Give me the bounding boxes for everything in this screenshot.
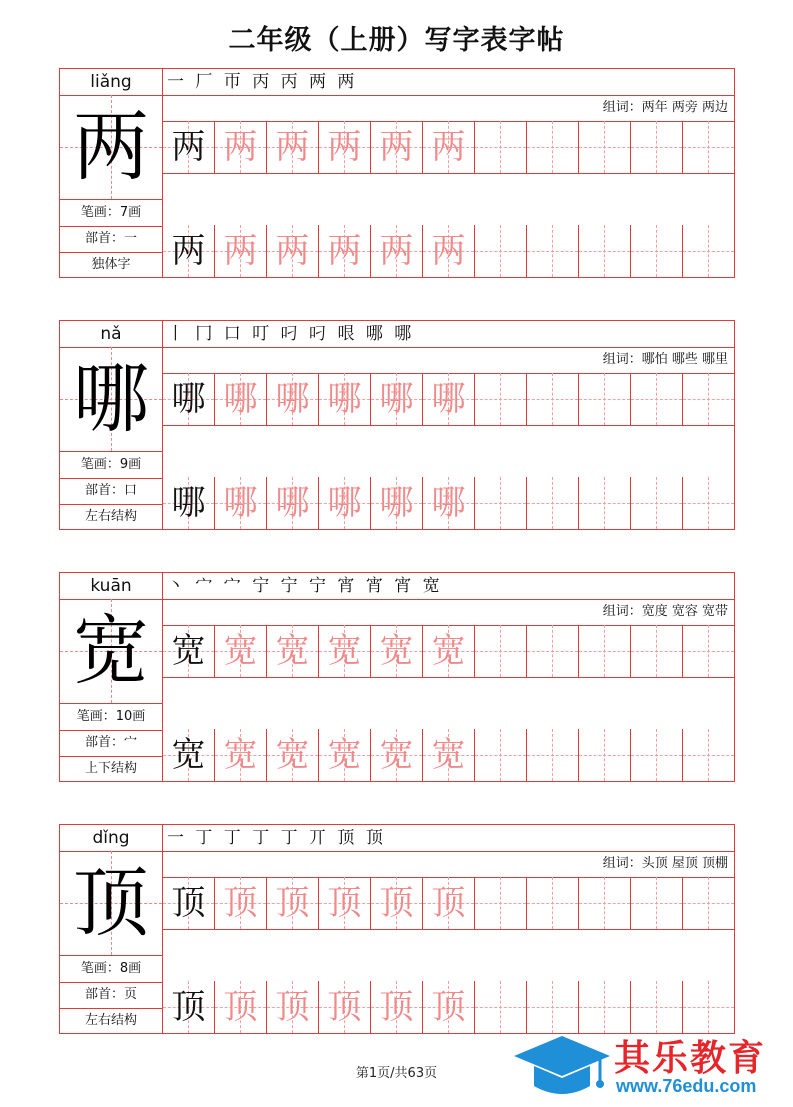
sample-character: 顶 [171, 883, 206, 923]
trace-character: 两 [327, 127, 362, 167]
trace-character: 哪 [327, 483, 362, 523]
practice-cell [267, 981, 319, 1033]
practice-cell [163, 225, 215, 277]
practice-cell [215, 729, 267, 781]
practice-cell [683, 729, 734, 781]
practice-cell [423, 121, 475, 173]
practice-cell [319, 477, 371, 529]
trace-character: 哪 [275, 483, 310, 523]
practice-cell [579, 121, 631, 173]
practice-cell [267, 625, 319, 677]
practice-area [163, 572, 735, 782]
word-examples: 组词：哪怕 哪些 哪里 [602, 352, 728, 367]
practice-area [163, 320, 735, 530]
practice-cell [267, 225, 319, 277]
character-info-panel [59, 320, 163, 530]
practice-cell [423, 477, 475, 529]
practice-cell [163, 373, 215, 425]
trace-character: 顶 [327, 987, 362, 1027]
trace-character: 顶 [275, 987, 310, 1027]
practice-cell [579, 373, 631, 425]
practice-grid-row [163, 729, 734, 781]
practice-cell [371, 121, 423, 173]
practice-cell [527, 625, 579, 677]
practice-cell [631, 729, 683, 781]
character-info-panel [59, 824, 163, 1034]
practice-area [163, 68, 735, 278]
trace-character: 顶 [327, 883, 362, 923]
trace-character: 两 [275, 231, 310, 271]
trace-character: 顶 [431, 883, 466, 923]
practice-cell [475, 477, 527, 529]
brand-name: 其乐教育 [614, 1038, 767, 1079]
practice-cell [267, 729, 319, 781]
trace-character: 宽 [327, 631, 362, 671]
trace-character: 哪 [327, 379, 362, 419]
practice-grid-row [163, 981, 734, 1033]
model-character: 两 [73, 102, 149, 191]
practice-cell [423, 877, 475, 929]
practice-cell [475, 625, 527, 677]
radical: 部首：口 [60, 478, 162, 505]
trace-character: 宽 [327, 735, 362, 775]
practice-cell [371, 981, 423, 1033]
pinyin: liǎng [60, 69, 162, 96]
practice-cell [683, 225, 734, 277]
sample-character: 两 [171, 231, 206, 271]
trace-character: 宽 [379, 735, 414, 775]
sample-character: 哪 [171, 379, 206, 419]
stroke-order: 一 丁 丁 丁 丁 丌 顶 顶 [167, 828, 386, 848]
practice-cell [371, 373, 423, 425]
practice-cell [527, 121, 579, 173]
practice-cell [215, 877, 267, 929]
practice-grid-row [163, 625, 734, 677]
practice-cell [579, 625, 631, 677]
sample-character: 两 [171, 127, 206, 167]
practice-grid-row [163, 877, 734, 929]
practice-cell [683, 121, 734, 173]
practice-cell [319, 225, 371, 277]
sample-character: 宽 [171, 631, 206, 671]
practice-cell [371, 625, 423, 677]
practice-cell [475, 981, 527, 1033]
practice-cell [267, 477, 319, 529]
practice-cell [423, 625, 475, 677]
trace-character: 顶 [275, 883, 310, 923]
trace-character: 两 [379, 127, 414, 167]
practice-cell [215, 625, 267, 677]
graduation-cap-icon [512, 1032, 612, 1102]
character-block [59, 572, 735, 782]
practice-cell [319, 121, 371, 173]
trace-character: 两 [223, 127, 258, 167]
practice-grid-row [163, 373, 734, 425]
character-block [59, 320, 735, 530]
structure: 左右结构 [84, 1013, 137, 1028]
practice-cell [319, 625, 371, 677]
practice-cell [215, 373, 267, 425]
trace-character: 顶 [223, 987, 258, 1027]
practice-grid-row [163, 225, 734, 277]
practice-cell [527, 877, 579, 929]
stroke-order: 丨 冂 口 叮 叼 叼 哏 哪 哪 [167, 324, 415, 344]
practice-cell [579, 981, 631, 1033]
practice-cell [683, 625, 734, 677]
practice-cell [163, 477, 215, 529]
pinyin: kuān [60, 573, 162, 600]
practice-cell [163, 121, 215, 173]
practice-cell [631, 877, 683, 929]
practice-cell [319, 877, 371, 929]
stroke-order: 丶 宀 宀 宁 宁 宁 宵 宵 宵 宽 [167, 576, 443, 596]
model-character-cell [60, 599, 162, 704]
practice-cell [683, 877, 734, 929]
model-character-cell [60, 95, 162, 200]
brand-logo [512, 1030, 782, 1100]
practice-cell [319, 981, 371, 1033]
structure: 上下结构 [84, 761, 137, 776]
practice-grid-row [163, 477, 734, 529]
practice-cell [579, 225, 631, 277]
sample-character: 顶 [171, 987, 206, 1027]
practice-cell [371, 477, 423, 529]
model-character-cell [60, 347, 162, 452]
trace-character: 哪 [275, 379, 310, 419]
sample-character: 哪 [171, 483, 206, 523]
practice-cell [527, 477, 579, 529]
model-character: 哪 [73, 354, 149, 443]
practice-cell [319, 729, 371, 781]
trace-character: 哪 [431, 379, 466, 419]
practice-cell [631, 225, 683, 277]
trace-character: 两 [275, 127, 310, 167]
trace-character: 哪 [223, 379, 258, 419]
practice-cell [527, 373, 579, 425]
trace-character: 宽 [275, 735, 310, 775]
practice-grid-row [163, 121, 734, 173]
practice-cell [631, 477, 683, 529]
character-info-panel [59, 572, 163, 782]
trace-character: 宽 [431, 735, 466, 775]
sample-character: 宽 [171, 735, 206, 775]
trace-character: 宽 [223, 631, 258, 671]
practice-cell [423, 729, 475, 781]
character-block [59, 824, 735, 1034]
word-examples: 组词：宽度 宽容 宽带 [602, 604, 728, 619]
brand-url: www.76edu.com [616, 1076, 757, 1096]
practice-cell [683, 477, 734, 529]
trace-character: 两 [327, 231, 362, 271]
word-examples: 组词：两年 两旁 两边 [602, 100, 728, 115]
pinyin: nǎ [60, 321, 162, 348]
practice-cell [475, 225, 527, 277]
practice-cell [267, 877, 319, 929]
trace-character: 两 [379, 231, 414, 271]
practice-cell [371, 729, 423, 781]
page-number: 第1页/共63页 [355, 1066, 438, 1081]
practice-cell [475, 877, 527, 929]
trace-character: 哪 [379, 379, 414, 419]
model-character-cell [60, 851, 162, 956]
trace-character: 顶 [431, 987, 466, 1027]
trace-character: 宽 [431, 631, 466, 671]
practice-cell [423, 981, 475, 1033]
model-character: 顶 [73, 858, 149, 947]
practice-cell [579, 477, 631, 529]
practice-cell [319, 373, 371, 425]
practice-cell [475, 729, 527, 781]
practice-cell [423, 225, 475, 277]
practice-cell [527, 225, 579, 277]
stroke-order: 一 厂 帀 丙 丙 两 两 [167, 72, 358, 92]
stroke-count: 笔画：8画 [60, 956, 162, 983]
stroke-count: 笔画：9画 [60, 452, 162, 479]
character-block [59, 68, 735, 278]
trace-character: 哪 [379, 483, 414, 523]
trace-character: 哪 [431, 483, 466, 523]
practice-cell [267, 373, 319, 425]
practice-cell [527, 729, 579, 781]
practice-cell [631, 373, 683, 425]
practice-cell [163, 625, 215, 677]
practice-cell [215, 981, 267, 1033]
pinyin: dǐng [60, 825, 162, 852]
practice-cell [683, 373, 734, 425]
stroke-count: 笔画：7画 [60, 200, 162, 227]
practice-cell [215, 477, 267, 529]
model-character: 宽 [73, 606, 149, 695]
practice-cell [527, 981, 579, 1033]
radical: 部首：宀 [60, 730, 162, 757]
practice-cell [631, 625, 683, 677]
practice-cell [475, 121, 527, 173]
practice-cell [215, 225, 267, 277]
word-examples: 组词：头顶 屋顶 顶棚 [602, 856, 728, 871]
practice-cell [631, 981, 683, 1033]
practice-cell [475, 373, 527, 425]
structure: 独体字 [91, 257, 131, 272]
practice-cell [579, 729, 631, 781]
practice-cell [631, 121, 683, 173]
practice-cell [267, 121, 319, 173]
practice-cell [215, 121, 267, 173]
trace-character: 宽 [379, 631, 414, 671]
practice-cell [163, 877, 215, 929]
radical: 部首：一 [60, 226, 162, 253]
page-title: 二年级（上册）写字表字帖 [228, 25, 565, 56]
practice-cell [163, 981, 215, 1033]
trace-character: 顶 [223, 883, 258, 923]
trace-character: 两 [223, 231, 258, 271]
trace-character: 顶 [379, 987, 414, 1027]
practice-cell [423, 373, 475, 425]
trace-character: 顶 [379, 883, 414, 923]
trace-character: 两 [431, 231, 466, 271]
character-info-panel [59, 68, 163, 278]
stroke-count: 笔画：10画 [60, 704, 162, 731]
trace-character: 哪 [223, 483, 258, 523]
practice-cell [371, 225, 423, 277]
practice-area [163, 824, 735, 1034]
practice-cell [371, 877, 423, 929]
trace-character: 宽 [223, 735, 258, 775]
trace-character: 两 [431, 127, 466, 167]
practice-cell [683, 981, 734, 1033]
practice-cell [579, 877, 631, 929]
radical: 部首：页 [60, 982, 162, 1009]
practice-cell [163, 729, 215, 781]
structure: 左右结构 [84, 509, 137, 524]
trace-character: 宽 [275, 631, 310, 671]
